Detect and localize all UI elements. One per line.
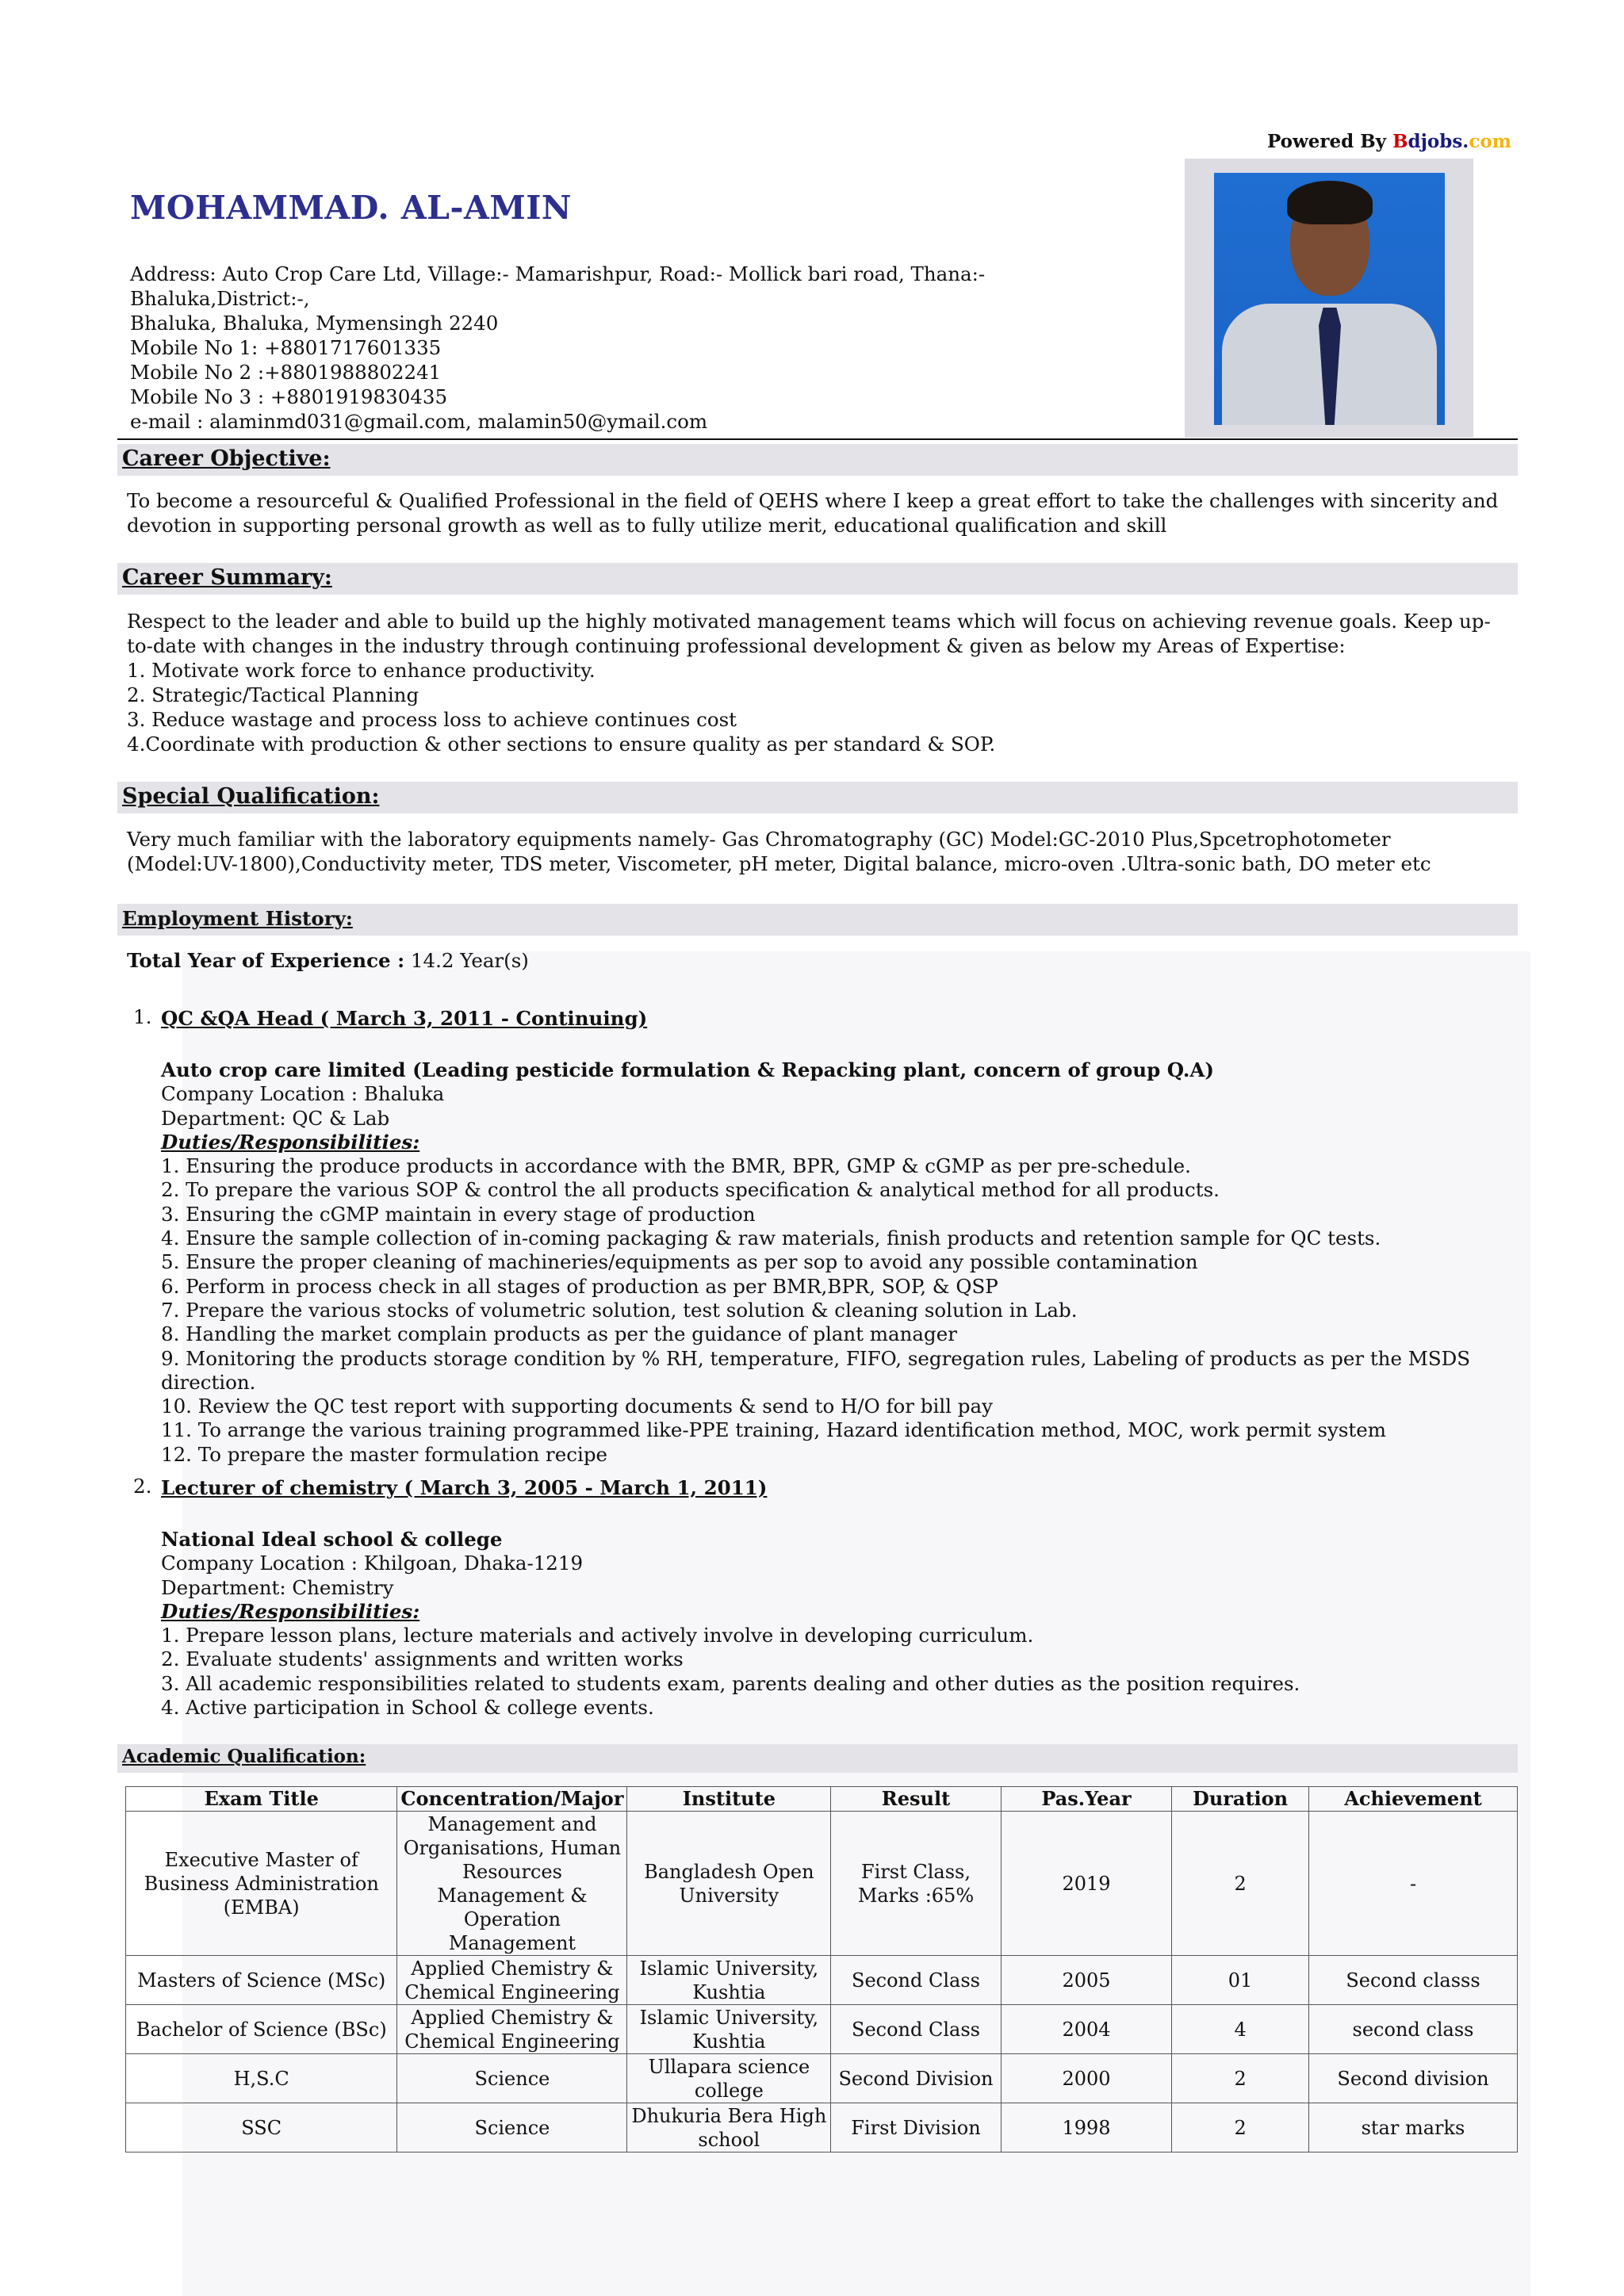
company-name: Auto crop care limited (Leading pesticide formulation & Repacking plant, concern of group Q.A) xyxy=(161,1058,1215,1081)
department: Department: QC & Lab xyxy=(161,1106,390,1130)
career-summary-line: 1. Motivate work force to enhance productivity. xyxy=(127,659,596,682)
duty-item: 5. Ensure the proper cleaning of machineries/equipments as per sop to avoid any possible contamination xyxy=(161,1250,1198,1274)
col-concentration: Concentration/Major xyxy=(397,1787,627,1812)
career-objective-text: To become a resourceful & Qualified Professional in the field of QEHS where I keep a great effort to take the challenges with sincerity and devotion in supporting personal growth as well as to fully utilize merit, educational qualification and skill xyxy=(127,489,1499,537)
table-cell: 01 xyxy=(1172,1956,1309,2005)
duties-heading: Duties/Responsibilities: xyxy=(161,1599,420,1623)
table-cell: SSC xyxy=(126,2103,397,2152)
table-cell: Applied Chemistry & Chemical Engineering xyxy=(397,1956,627,2005)
table-cell: Applied Chemistry & Chemical Engineering xyxy=(397,2005,627,2054)
career-summary-body xyxy=(127,609,1507,756)
career-objective-heading xyxy=(117,444,1518,476)
table-cell: Islamic University, Kushtia xyxy=(627,2005,831,2054)
table-cell: Bachelor of Science (BSc) xyxy=(126,2005,397,2054)
contact-block xyxy=(130,262,1161,434)
table-row xyxy=(126,2054,1518,2103)
powered-by-label xyxy=(1267,131,1511,152)
department: Department: Chemistry xyxy=(161,1575,394,1599)
job-title: Lecturer of chemistry ( March 3, 2005 - March 1, 2011) xyxy=(161,1476,768,1499)
address-line-1: Address: Auto Crop Care Ltd, Village:- Mamarishpur, Road:- Mollick bari road, Thana:- Bhaluka,District:-, xyxy=(130,262,986,310)
brand-letter-b: B xyxy=(1392,131,1408,152)
brand-letter-d: d xyxy=(1408,131,1421,152)
table-cell: Science xyxy=(397,2103,627,2152)
table-cell: 4 xyxy=(1172,2005,1309,2054)
career-summary-line: 3. Reduce wastage and process loss to achieve continues cost xyxy=(127,708,737,731)
job-title: QC &QA Head ( March 3, 2011 - Continuing) xyxy=(161,1007,648,1030)
duty-item: 3. All academic responsibilities related to students exam, parents dealing and other duties as the position requires. xyxy=(161,1671,1300,1695)
academic-table xyxy=(125,1786,1518,2152)
table-cell: Management and Organisations, Human Resources Management & Operation Management xyxy=(397,1812,627,1956)
total-experience-label: Total Year of Experience : xyxy=(127,949,405,972)
academic-qualification-heading xyxy=(117,1744,1518,1773)
table-row xyxy=(126,1812,1518,1956)
duty-item: 4. Ensure the sample collection of in-coming packaging & raw materials, finish products and retention sample for QC tests. xyxy=(161,1226,1381,1250)
brand-jobs: jobs. xyxy=(1420,131,1469,152)
email: e-mail : alaminmd031@gmail.com, malamin50@ymail.com xyxy=(130,410,708,433)
table-cell: 2 xyxy=(1172,2103,1309,2152)
career-summary-line: 4.Coordinate with production & other sections to ensure quality as per standard & SOP. xyxy=(127,733,996,756)
table-cell: 2005 xyxy=(1001,1956,1171,2005)
employment-history-heading xyxy=(117,904,1518,936)
company-location: Company Location : Khilgoan, Dhaka-1219 xyxy=(161,1552,584,1575)
table-row xyxy=(126,2005,1518,2054)
table-cell: Science xyxy=(397,2054,627,2103)
career-summary-line: Respect to the leader and able to build up the highly motivated management teams which will focus on achieving revenue goals. Keep up-to-date with changes in the industry through continuing professional development & given as below my Areas of Expertise: xyxy=(127,610,1491,657)
mobile-3: Mobile No 3 : +8801919830435 xyxy=(130,385,448,408)
table-cell: 2 xyxy=(1172,1812,1309,1956)
duty-item: 6. Perform in process check in all stages of production as per BMR,BPR, SOP, & QSP xyxy=(161,1274,998,1298)
special-qualification-text: Very much familiar with the laboratory equipments namely- Gas Chromatography (GC) Model:GC-2010 Plus,Spcetrophotometer (Model:UV-1800),Conductivity meter, TDS meter, Viscometer, pH meter, Digital balance, micro-oven .Ultra-sonic bath, DO meter etc xyxy=(127,828,1431,875)
col-result: Result xyxy=(831,1787,1002,1812)
table-row xyxy=(126,2103,1518,2152)
career-summary-title: Career Summary: xyxy=(122,565,332,590)
company-name: National Ideal school & college xyxy=(161,1528,503,1551)
table-cell: - xyxy=(1308,1812,1517,1956)
table-cell: 2 xyxy=(1172,2054,1309,2103)
table-cell: H,S.C xyxy=(126,2054,397,2103)
col-institute: Institute xyxy=(627,1787,831,1812)
duties-heading: Duties/Responsibilities: xyxy=(161,1130,420,1154)
address-line-2: Bhaluka, Bhaluka, Mymensingh 2240 xyxy=(130,312,499,335)
table-cell: Islamic University, Kushtia xyxy=(627,1956,831,2005)
job-number: 1. xyxy=(133,1005,152,1028)
table-cell: second class xyxy=(1308,2005,1517,2054)
duty-item: 7. Prepare the various stocks of volumetric solution, test solution & cleaning solution in Lab. xyxy=(161,1298,1078,1322)
duty-item: 2. Evaluate students' assignments and written works xyxy=(161,1647,684,1671)
table-cell: Second Class xyxy=(831,1956,1002,2005)
career-summary-heading xyxy=(117,563,1518,595)
table-cell: Executive Master of Business Administration (EMBA) xyxy=(126,1812,397,1956)
table-cell: Second classs xyxy=(1308,1956,1517,2005)
table-cell: First Class, Marks :65% xyxy=(831,1812,1002,1956)
profile-photo xyxy=(1214,173,1445,425)
col-exam-title: Exam Title xyxy=(126,1787,397,1812)
table-cell: Dhukuria Bera High school xyxy=(627,2103,831,2152)
job-details xyxy=(161,1058,1509,1467)
job-details xyxy=(161,1528,1509,1720)
table-cell: Second division xyxy=(1308,2054,1517,2103)
job-number: 2. xyxy=(133,1475,152,1498)
powered-prefix: Powered By xyxy=(1266,131,1393,152)
duty-item: 2. To prepare the various SOP & control the all products specification & analytical method for all products. xyxy=(161,1178,1220,1202)
table-cell: star marks xyxy=(1308,2103,1517,2152)
table-cell: 2004 xyxy=(1001,2005,1171,2054)
career-summary-line: 2. Strategic/Tactical Planning xyxy=(127,683,419,706)
special-qualification-title: Special Qualification: xyxy=(122,784,380,809)
table-cell: Masters of Science (MSc) xyxy=(126,1956,397,2005)
col-duration: Duration xyxy=(1172,1787,1309,1812)
table-cell: 2019 xyxy=(1001,1812,1171,1956)
duty-item: 10. Review the QC test report with supporting documents & send to H/O for bill pay xyxy=(161,1395,993,1418)
table-cell: First Division xyxy=(831,2103,1002,2152)
duty-item: 11. To arrange the various training programmed like-PPE training, Hazard identification method, MOC, work permit system xyxy=(161,1418,1386,1442)
duty-item: 12. To prepare the master formulation recipe xyxy=(161,1442,608,1466)
col-pass-year: Pas.Year xyxy=(1001,1787,1171,1812)
table-cell: 2000 xyxy=(1001,2054,1171,2103)
career-objective-title: Career Objective: xyxy=(122,446,331,471)
total-experience xyxy=(127,948,1507,973)
table-cell: 1998 xyxy=(1001,2103,1171,2152)
mobile-1: Mobile No 1: +8801717601335 xyxy=(130,336,442,359)
special-qualification-heading xyxy=(117,782,1518,813)
table-cell: Second Division xyxy=(831,2054,1002,2103)
header-divider xyxy=(117,438,1518,440)
company-location: Company Location : Bhaluka xyxy=(161,1082,445,1106)
col-achievement: Achievement xyxy=(1308,1787,1517,1812)
academic-qualification-title: Academic Qualification: xyxy=(122,1746,366,1767)
duty-item: 3. Ensuring the cGMP maintain in every stage of production xyxy=(161,1202,756,1226)
brand-com: com xyxy=(1469,131,1511,152)
table-row xyxy=(126,1956,1518,2005)
duty-item: 1. Ensuring the produce products in accordance with the BMR, BPR, GMP & cGMP as per pre-schedule. xyxy=(161,1154,1191,1178)
duty-item: 4. Active participation in School & college events. xyxy=(161,1696,654,1720)
table-header-row xyxy=(126,1787,1518,1812)
total-experience-value: 14.2 Year(s) xyxy=(404,949,529,972)
duty-item: 8. Handling the market complain products as per the guidance of plant manager xyxy=(161,1322,957,1346)
duty-item: 1. Prepare lesson plans, lecture materials and actively involve in developing curriculum. xyxy=(161,1624,1034,1647)
table-cell: Ullapara science college xyxy=(627,2054,831,2103)
duty-item: 9. Monitoring the products storage condition by % RH, temperature, FIFO, segregation rules, Labeling of products as per the MSDS direction. xyxy=(161,1346,1471,1394)
mobile-2: Mobile No 2 :+8801988802241 xyxy=(130,361,442,384)
candidate-name: MOHAMMAD. AL-AMIN xyxy=(130,189,572,227)
table-cell: Second Class xyxy=(831,2005,1002,2054)
employment-history-title: Employment History: xyxy=(122,907,353,930)
table-cell: Bangladesh Open University xyxy=(627,1812,831,1956)
